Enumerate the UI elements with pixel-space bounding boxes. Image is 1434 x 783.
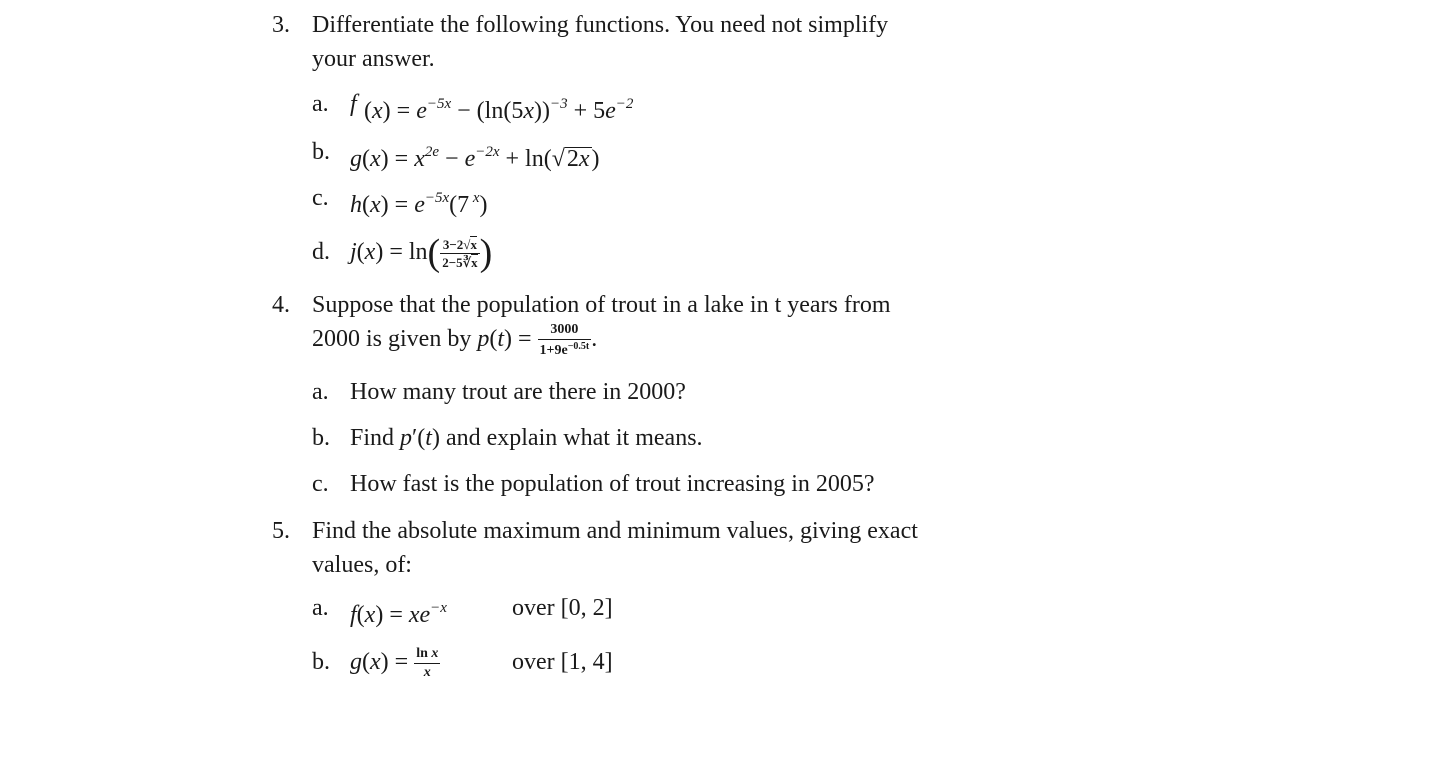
formula-h: $h(x) = e^{-5x}(7$ $^x$) <box>350 190 488 218</box>
fraction-denominator: $1+9e^{-0.5t}$ <box>539 340 590 358</box>
question-line-2: 2000 is given by p(t) = $\frac{3000}{1+9e^{-0.5t}}$ . <box>312 321 598 358</box>
question-line-2: values, of: <box>312 552 412 578</box>
fraction-numerator: 3000 <box>538 323 592 340</box>
item-text: Find p′(t) and explain what it means. <box>350 425 703 451</box>
question-line-2: your answer. <box>312 46 435 72</box>
question-line-1: Find the absolute maximum and minimum values, giving exact <box>312 518 918 544</box>
item-text: How fast is the population of trout increasing in 2005? <box>350 471 875 497</box>
question-number: 4. <box>272 292 290 318</box>
question-number: 3. <box>272 12 290 38</box>
formula-g: g(x) = $\frac{\text{ln x}}{x}$ <box>350 645 439 680</box>
interval: over [0, 2] <box>512 595 613 621</box>
item-label: b. <box>312 649 330 675</box>
question-line-1: Suppose that the population of trout in a lake in t years from <box>312 292 891 318</box>
formula-f-body: $(x) = e^{-5x} - (\ln(5x))^{-3} + 5e^{-2}$ <box>364 96 634 124</box>
question-number: 5. <box>272 518 290 544</box>
item-text: How many trout are there in 2000? <box>350 379 686 405</box>
question-text <box>312 514 1032 582</box>
interval: over [1, 4] <box>512 649 613 675</box>
question-text <box>312 288 1032 358</box>
item-label: a. <box>312 379 329 405</box>
item-label: b. <box>312 139 330 165</box>
item-label: c. <box>312 185 329 211</box>
formula-j: j(x) = ln( $\frac{3-2√x}{2-5∛x}$ ) <box>350 232 493 274</box>
item-label: c. <box>312 471 329 497</box>
item-label: d. <box>312 239 330 265</box>
formula-f: $f(x) = xe^{-x}$ <box>350 600 447 628</box>
formula-f: f <box>350 91 357 117</box>
question-text <box>312 8 1032 76</box>
item-label: a. <box>312 595 329 621</box>
question-line-1: Differentiate the following functions. You need not simplify <box>312 12 889 38</box>
item-label: b. <box>312 425 330 451</box>
formula-g: $g(x) = x^{2e} - e^{-2x} + \ln(√2x)$ <box>350 144 600 172</box>
line-prefix: 2000 is given by <box>312 326 472 352</box>
item-label: a. <box>312 91 329 117</box>
population-fraction <box>538 323 592 358</box>
